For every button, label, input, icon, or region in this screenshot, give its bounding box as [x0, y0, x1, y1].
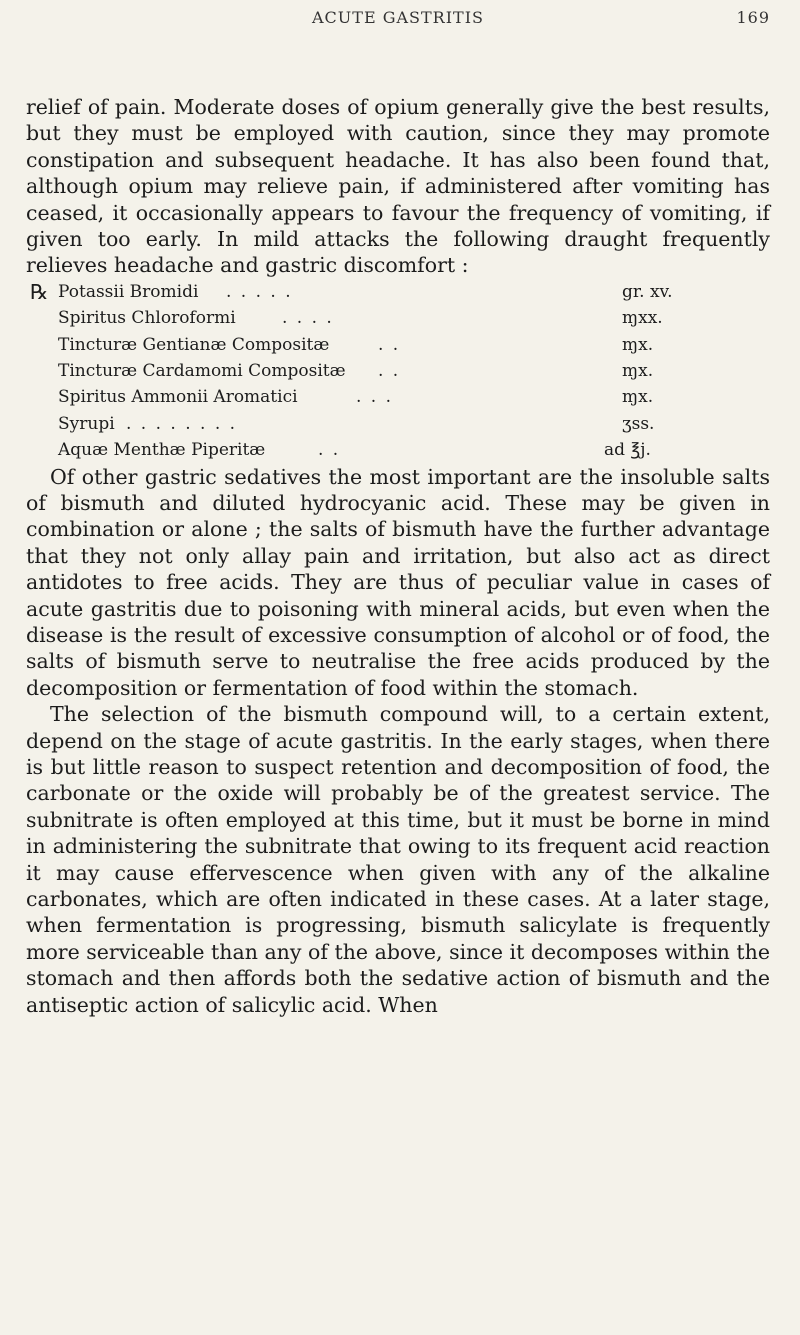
paragraph-continued: relief of pain. Moderate doses of opium generally give the best results, but they must be employed with caution, since they may promote constipation and subsequent headache. It has also been found that, although opium may relieve pain, if administered after vomiting has ceased, it occasionally appears to favour the frequency of vomiting, if given too early. In mild attacks the following draught frequently relieves headache and gastric discomfort : — [26, 95, 770, 278]
leader-dots: . . — [378, 361, 401, 382]
ingredient-name: Tincturæ Gentianæ Compositæ — [58, 334, 330, 355]
page-number: 169 — [736, 8, 770, 27]
ingredient-quantity: gr. xv. — [622, 281, 673, 302]
body-text — [26, 94, 770, 1018]
leader-dots: . . . . — [282, 308, 334, 329]
prescription-row — [26, 279, 770, 305]
ingredient-name: Aquæ Menthæ Piperitæ — [58, 440, 266, 461]
prescription-row — [26, 411, 770, 437]
ingredient-quantity: ʒss. — [622, 413, 655, 434]
leader-dots: . . . . . . . . — [126, 413, 238, 434]
ingredient-name: Potassii Bromidi — [58, 281, 199, 302]
ingredient-name: Spiritus Chloroformi — [58, 308, 236, 329]
ingredient-quantity: ɱx. — [622, 334, 654, 355]
ingredient-quantity: ad ℥j. — [604, 440, 651, 461]
leader-dots: . . — [318, 440, 341, 461]
ingredient-name: Tincturæ Cardamomi Compositæ — [58, 361, 346, 382]
ingredient-name: Spiritus Ammonii Aromatici — [58, 387, 298, 408]
prescription-row — [26, 384, 770, 410]
prescription-row — [26, 437, 770, 463]
ingredient-quantity: ɱx. — [622, 387, 654, 408]
ingredient-quantity: ɱxx. — [622, 308, 663, 329]
prescription-row — [26, 358, 770, 384]
prescription-row — [26, 332, 770, 358]
recipe-symbol: ℞ — [30, 279, 49, 304]
leader-dots: . . . . . — [226, 281, 293, 302]
prescription-row — [26, 305, 770, 331]
running-head — [26, 8, 770, 32]
leader-dots: . . — [378, 334, 401, 355]
running-head-title: ACUTE GASTRITIS — [311, 8, 484, 27]
ingredient-quantity: ɱx. — [622, 361, 654, 382]
ingredient-name: Syrupi — [58, 413, 115, 434]
prescription-block — [26, 279, 770, 464]
paragraph-bismuth-selection: The selection of the bismuth compound will, to a certain extent, depend on the stage of acute gastritis. In the early stages, when there is but little reason to suspect retention and decomposition of food, the carbonate or the oxide will probably be of the greatest service. The subnitrate is often employed at this time, but it must be borne in mind in administering the subnitrate that owing to its frequent acid reaction it may cause effervescence when given with any of the alkaline carbonates, which are often indicated in these cases. At a later stage, when fermentation is progressing, bismuth salicylate is frequently more serviceable than any of the above, since it decomposes within the stomach and then affords both the sedative action of bismuth and the antiseptic action of salicylic acid. When — [26, 702, 770, 1017]
leader-dots: . . . — [356, 387, 394, 408]
paragraph-gastric-sedatives: Of other gastric sedatives the most important are the insoluble salts of bismuth and diluted hydrocyanic acid. These may be given in combination or alone ; the salts of bismuth have the further advantage that they not only allay pain and irritation, but also act as direct antidotes to free acids. They are thus of peculiar value in cases of acute gastritis due to poisoning with mineral acids, but even when the disease is the result of excessive consumption of alcohol or of food, the salts of bismuth serve to neutralise the free acids produced by the decomposition or fermentation of food within the stomach. — [26, 464, 770, 700]
